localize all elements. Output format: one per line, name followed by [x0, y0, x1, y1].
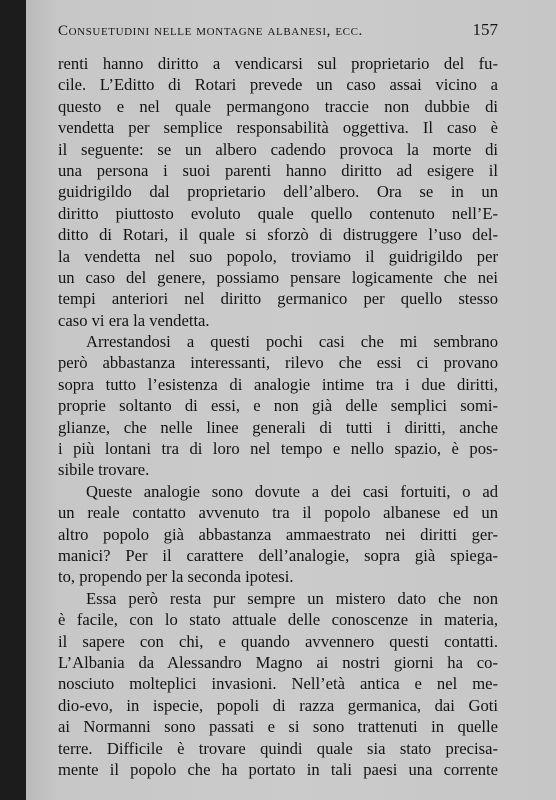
- text-line: glianze, che nelle linee generali di tutti i diritti, anche: [58, 417, 498, 437]
- paragraph: [58, 481, 498, 588]
- text-line: vendetta per semplice responsabilità oggettiva. Il caso è: [58, 118, 498, 138]
- text-line: una persona i suoi parenti hanno diritto ad esigere il: [58, 160, 498, 180]
- text-line: sopra tutto l’esistenza di analogie intime tra i due diritti,: [58, 374, 498, 394]
- text-line: L’Albania da Alessandro Magno ai nostri giorni ha co-: [58, 652, 498, 672]
- text-line: dio-evo, in ispecie, popoli di razza germanica, dai Goti: [58, 695, 498, 715]
- text-line: mente il popolo che ha portato in tali paesi una corrente: [58, 759, 498, 779]
- text-line: Queste analogie sono dovute a dei casi fortuiti, o ad: [86, 481, 498, 501]
- text-line: proprie soltanto di essi, e non già delle semplici somi-: [58, 396, 498, 416]
- text-line: il seguente: se un albero cadendo provoca la morte di: [58, 139, 498, 159]
- page-header: [58, 14, 498, 40]
- text-line: tempi anteriori nel diritto germanico per quello stesso: [58, 289, 498, 309]
- text-line: ai Normanni sono passati e si sono trattenuti in quelle: [58, 717, 498, 737]
- text-line: terre. Difficile è trovare quindi quale sia stato precisa-: [58, 738, 498, 758]
- text-line: i più lontani tra di loro nel tempo e nello spazio, è pos-: [58, 439, 498, 459]
- text-line: cile. L’Editto di Rotari prevede un caso assai vicino a: [58, 75, 498, 95]
- text-body: [58, 53, 498, 780]
- page-number: 157: [472, 20, 498, 39]
- text-line: nosciuto molteplici invasioni. Nell’età antica e nel me-: [58, 674, 498, 694]
- text-line: to, propendo per la seconda ipotesi.: [58, 567, 294, 587]
- text-line: il sapere con chi, e quando avvennero questi contatti.: [58, 631, 498, 651]
- text-line: però abbastanza interessanti, rilevo che essi ci provano: [58, 353, 498, 373]
- paragraph: [58, 588, 498, 781]
- text-line: renti hanno diritto a vendicarsi sul proprietario del fu-: [58, 54, 498, 73]
- text-line: manici? Per il carattere dell’analogie, sopra già spiega-: [58, 545, 498, 565]
- text-line: è facile, con lo stato attuale delle conoscenze in materia,: [58, 610, 498, 630]
- text-line: un reale contatto avvenuto tra il popolo albanese ed un: [58, 503, 498, 523]
- text-line: la vendetta nel suo popolo, troviamo il guidrigildo per: [58, 246, 498, 266]
- text-line: sibile trovare.: [58, 460, 150, 480]
- text-line: Essa però resta pur sempre un mistero dato che non: [86, 588, 498, 608]
- paragraph: [58, 53, 498, 331]
- text-line: altro popolo già abbastanza ammaestrato nei diritti ger-: [58, 524, 498, 544]
- book-page: [26, 0, 556, 800]
- text-line: diritto piuttosto evoluto quale quello contenuto nell’E-: [58, 203, 498, 223]
- text-line: un caso del genere, possiamo pensare logicamente che nei: [58, 267, 498, 287]
- text-line: questo e nel quale permangono traccie non dubbie di: [58, 96, 498, 116]
- paragraph: [58, 331, 498, 481]
- text-line: Arrestandosi a questi pochi casi che mi sembrano: [86, 332, 498, 352]
- text-line: guidrigildo dal proprietario dell’albero. Ora se in un: [58, 182, 498, 202]
- text-line: ditto di Rotari, il quale si sforzò di distruggere l’uso del-: [58, 225, 498, 245]
- text-line: caso vi era la vendetta.: [58, 310, 210, 330]
- running-head: Consuetudini nelle montagne albanesi, ecc.: [58, 23, 363, 39]
